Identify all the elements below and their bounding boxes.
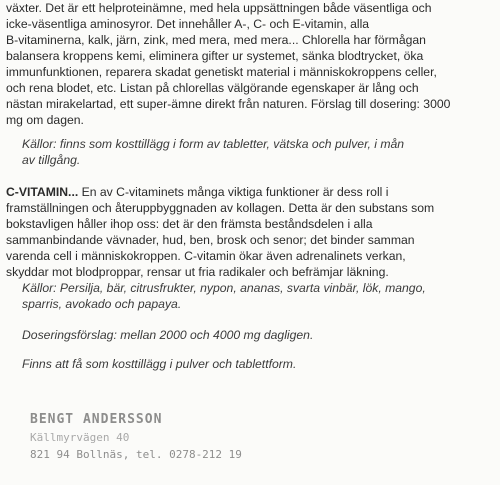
text-line: sparris, avokado och papaya. xyxy=(22,297,182,311)
text-line: varenda cell i människokroppen. C-vitamin ökar även adrenalinets verkan, xyxy=(6,249,406,263)
text-line xyxy=(6,184,494,200)
sources-chlorella xyxy=(22,136,494,168)
text-line: och rena blodet, etc. Listan på chlorellas välgörande egenskaper är lång och xyxy=(6,81,419,95)
dose-suggestion xyxy=(22,327,494,343)
paragraph-vitamin-c xyxy=(6,184,494,280)
text-line: icke-väsentliga aminosyror. Det innehåller A-, C- och E-vitamin, alla xyxy=(6,17,370,31)
text-line: av tillgång. xyxy=(22,153,81,167)
text-line: skyddar mot blodproppar, rensar ut fria radikaler och befrämjar läkning. xyxy=(6,265,389,279)
stamp-address: Källmyrvägen 40 xyxy=(30,431,130,444)
text-line: Finns att få som kosttillägg i pulver och tablettform. xyxy=(22,357,297,371)
text-line: sammanbindande vävnader, hud, ben, brosk och senor; det binder samman xyxy=(6,233,415,247)
address-stamp xyxy=(30,412,242,461)
text-line: nästan mirakelartad, ett super-ämne direkt från naturen. Förslag till dosering: 3000 xyxy=(6,97,451,111)
text-line: växter. Det är ett helproteinämne, med hela uppsättningen både väsentliga och xyxy=(6,1,432,15)
text-fragment: En av C-vitaminets många viktiga funktioner är dess roll i xyxy=(78,185,389,199)
stamp-city: 821 94 Bollnäs, tel. 0278-212 19 xyxy=(30,448,242,461)
sources-vitamin-c xyxy=(22,280,494,312)
text-line: framställningen och återuppbyggnaden av kollagen. Detta är den substans som xyxy=(6,201,435,215)
availability-note xyxy=(22,356,494,372)
text-line: Källor: Persilja, bär, citrusfrukter, nypon, ananas, svarta vinbär, lök, mango, xyxy=(22,281,426,295)
text-line: balansera kroppens kemi, eliminera gifter ur systemet, sänka blodtrycket, öka xyxy=(6,49,424,63)
text-line: Doseringsförslag: mellan 2000 och 4000 mg dagligen. xyxy=(22,328,314,342)
text-line: bokstavligen håller ihop oss: det är den främsta beståndsdelen i alla xyxy=(6,217,373,231)
text-line: B-vitaminerna, kalk, järn, zink, med mera, med mera... Chlorella har förmågan xyxy=(6,33,426,47)
text-line: mg om dagen. xyxy=(6,113,84,127)
section-heading: C-VITAMIN... xyxy=(6,185,79,199)
text-line: Källor: finns som kosttillägg i form av tabletter, vätska och pulver, i mån xyxy=(22,137,405,151)
paragraph-chlorella xyxy=(6,0,494,128)
stamp-name: BENGT ANDERSSON xyxy=(30,412,163,427)
text-line: immunfunktionen, reparera skadat genetiskt material i människokroppens celler, xyxy=(6,65,437,79)
